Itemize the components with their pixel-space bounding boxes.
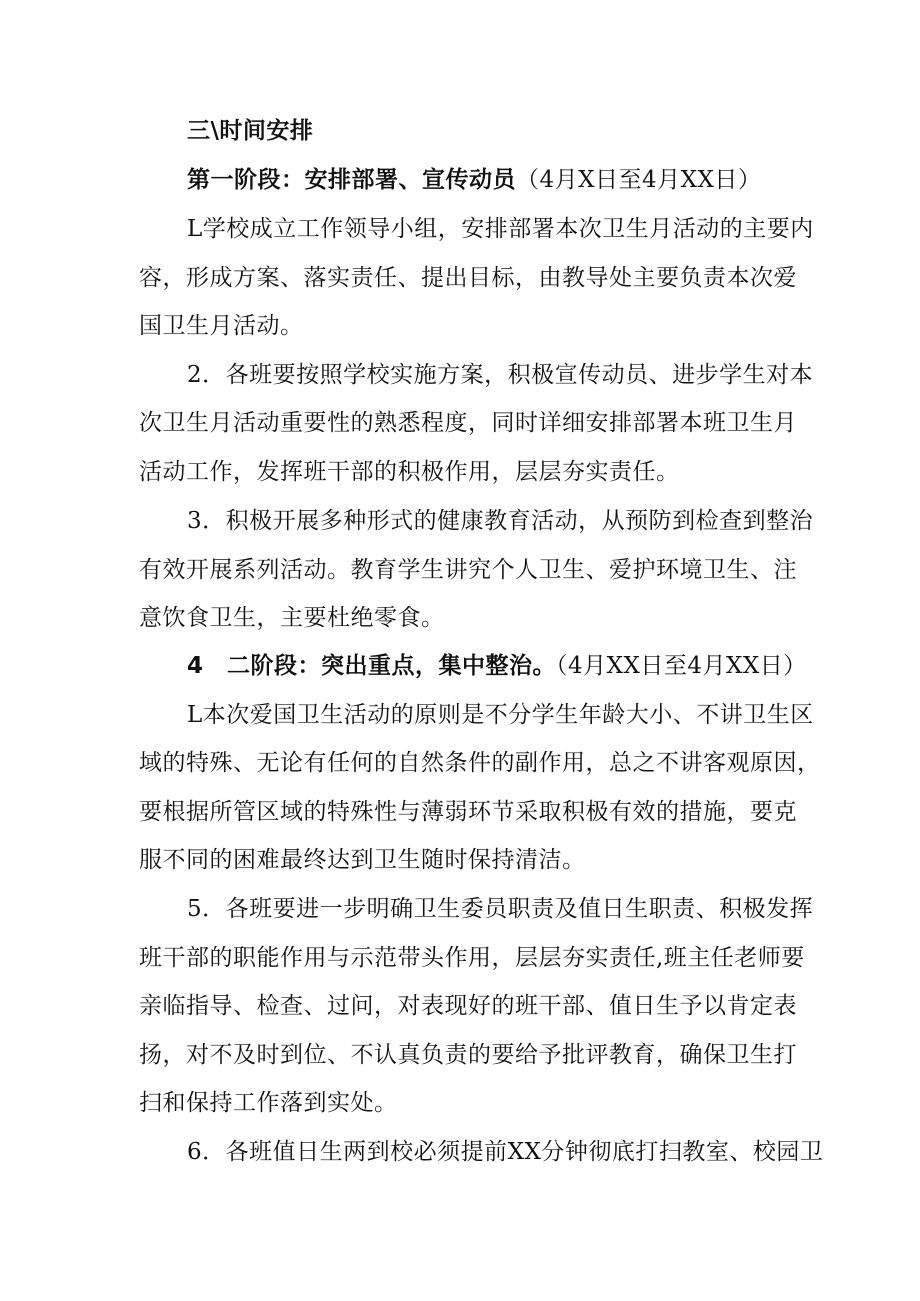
- paragraph-line: 活动工作，发挥班干部的积极作用，层层夯实责任。: [139, 459, 680, 485]
- phase1-heading: 第一阶段：安排部署、宣传动员: [187, 167, 516, 193]
- paragraph-line: 有效开展系列活动。教育学生讲究个人卫生、爱护环境卫生、注: [139, 557, 797, 583]
- paragraph-line: 亲临指导、检查、过问，对表现好的班干部、值日生予以肯定表: [139, 993, 797, 1019]
- paragraph-line: 扫和保持工作落到实处。: [139, 1090, 398, 1116]
- phase1-dates: （4月X日至4月XX日）: [516, 167, 762, 193]
- phase2-heading-line: [187, 651, 847, 681]
- paragraph-line: 2．各班要按照学校实施方案，积极宣传动员、进步学生对本: [187, 362, 814, 388]
- phase2-heading: 4 二阶段：突出重点，集中整治。: [187, 653, 557, 679]
- section-heading: 三\时间安排: [187, 118, 314, 144]
- paragraph-line: 3．积极开展多种形式的健康教育活动，从预防到检查到整治: [187, 508, 814, 534]
- paragraph-line: 扬，对不及时到位、不认真负责的要给予批评教育，确保卫生打: [139, 1042, 797, 1068]
- paragraph-line: 6．各班值日生两到校必须提前XX分钟彻底打扫教室、校园卫: [187, 1139, 824, 1165]
- phase1-heading-line: [187, 165, 847, 195]
- phase2-dates: （4月XX日至4月XX日）: [556, 653, 807, 679]
- paragraph-line: 国卫生月活动。: [139, 313, 304, 339]
- paragraph-line: 要根据所管区域的特殊性与薄弱环节采取积极有效的措施，要克: [139, 799, 797, 825]
- paragraph-line: L本次爱国卫生活动的原则是不分学生年龄大小、不讲卫生区: [187, 702, 814, 728]
- paragraph-line: 意饮食卫生，主要杜绝零食。: [139, 605, 445, 631]
- paragraph-line: 次卫生月活动重要性的熟悉程度，同时详细安排部署本班卫生月: [139, 410, 797, 436]
- paragraph-line: 域的特殊、无论有任何的自然条件的副作用，总之不讲客观原因，: [139, 750, 821, 776]
- paragraph-line: L学校成立工作领导小组，安排部署本次卫生月活动的主要内: [187, 216, 814, 242]
- paragraph-line: 5．各班要进一步明确卫生委员职责及值日生职责、积极发挥: [187, 896, 814, 922]
- paragraph-line: 容，形成方案、落实责任、提出目标，由教导处主要负责本次爱: [139, 265, 797, 291]
- paragraph-line: 服不同的困难最终达到卫生随时保持清洁。: [139, 847, 586, 873]
- paragraph-line: 班干部的职能作用与示范带头作用，层层夯实责任,班主任老师要: [139, 945, 805, 971]
